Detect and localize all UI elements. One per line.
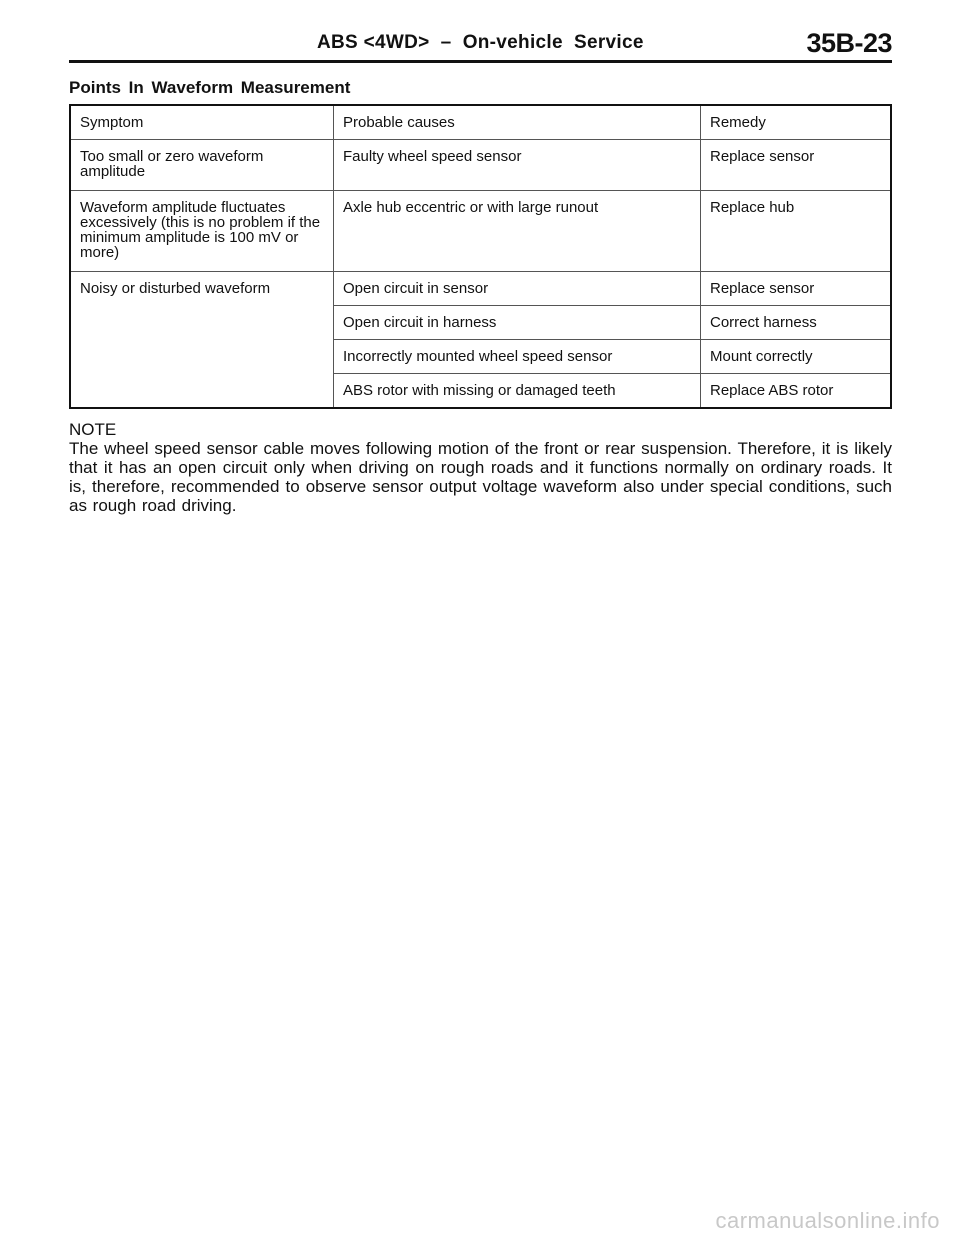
symptom-cell: Waveform amplitude fluctuates excessively (this is no problem if the minimum amplitude is 100 mV or more): [70, 191, 334, 272]
remedy-cell: Correct harness: [701, 306, 892, 340]
note-label: NOTE: [69, 420, 117, 439]
watermark: carmanualsonline.info: [715, 1208, 940, 1233]
note-text: The wheel speed sensor cable moves following motion of the front or rear suspension. Therefore, it is likely that it has an open circuit only when driving on rough roads and it functions normally on ordinary roads. It is, therefore, recommended to observe sensor output voltage waveform also under special conditions, such as rough road driving.: [69, 439, 892, 515]
remedy-cell: Replace ABS rotor: [701, 374, 892, 409]
symptom-cell: Too small or zero waveform amplitude: [80, 148, 264, 180]
cause-cell: ABS rotor with missing or damaged teeth: [334, 374, 701, 409]
cause-cell: Open circuit in sensor: [334, 272, 701, 306]
page-number: 35B-23: [806, 28, 892, 58]
table-row: [70, 272, 891, 306]
cause-cell: Faulty wheel speed sensor: [334, 140, 701, 191]
column-header-symptom: Symptom: [70, 105, 334, 140]
column-header-probable-causes: Probable causes: [334, 105, 701, 140]
note-block: [69, 420, 892, 515]
section-heading: Points In Waveform Measurement: [69, 78, 351, 97]
table-row: [70, 191, 891, 272]
remedy-cell: Replace sensor: [701, 272, 892, 306]
remedy-cell: Mount correctly: [701, 340, 892, 374]
column-header-remedy: Remedy: [701, 105, 892, 140]
page-header: [69, 30, 892, 63]
cause-cell: Open circuit in harness: [334, 306, 701, 340]
cause-cell: Axle hub eccentric or with large runout: [334, 191, 701, 272]
header-title: ABS <4WD> – On-vehicle Service: [317, 32, 644, 53]
waveform-troubleshooting-table: [69, 104, 892, 409]
symptom-cell: Noisy or disturbed waveform: [70, 272, 334, 409]
remedy-cell: Replace hub: [701, 191, 892, 272]
table-header-row: [70, 105, 891, 140]
cause-cell: Incorrectly mounted wheel speed sensor: [334, 340, 701, 374]
table-row: [70, 140, 891, 191]
remedy-cell: Replace sensor: [701, 140, 892, 191]
